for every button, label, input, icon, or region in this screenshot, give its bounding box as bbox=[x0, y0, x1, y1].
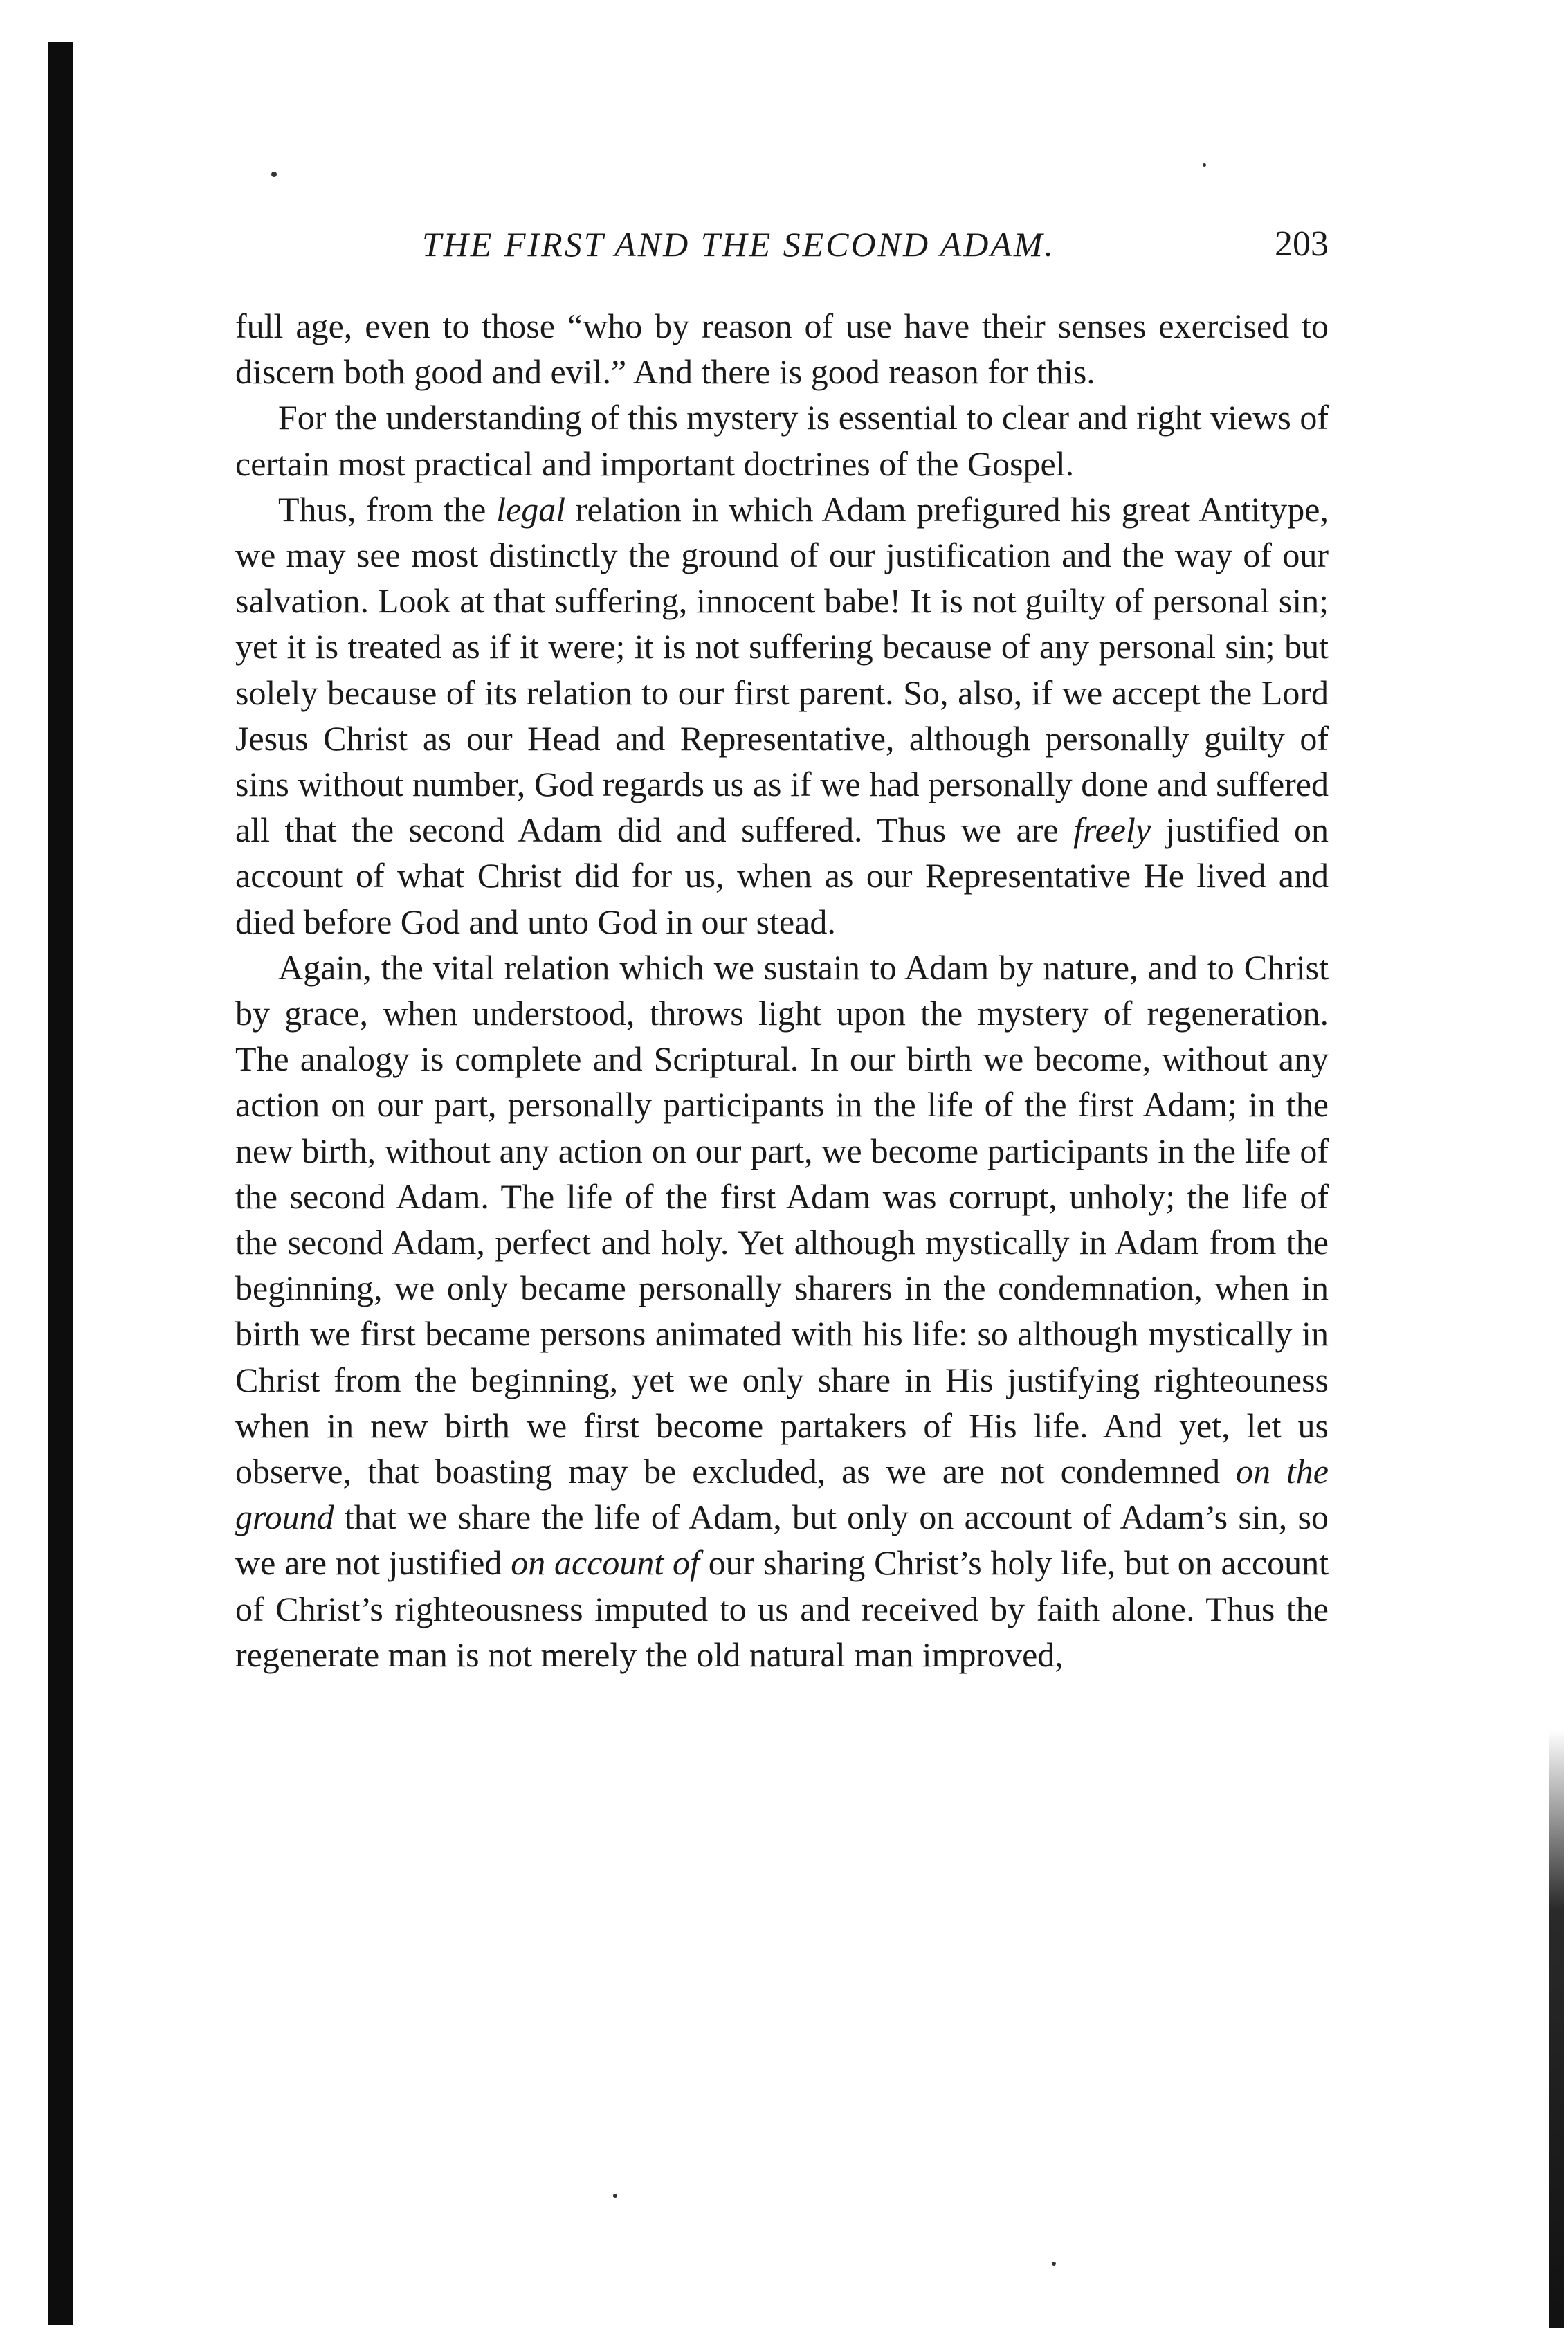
scan-speck bbox=[1203, 163, 1206, 167]
scan-page-edge-shadow bbox=[1549, 1730, 1564, 2328]
paragraph-text: our sharing Christ’s holy life, but on account of Christ’s righteousness imputed to us and received by faith alone. Thus the regenerate man is not merely the old natural man improved, bbox=[235, 1543, 1329, 1674]
italic-term: on the ground bbox=[235, 1452, 1329, 1537]
running-title: THE FIRST AND THE SECOND ADAM. bbox=[422, 225, 1056, 264]
paragraph-2 bbox=[235, 394, 1329, 486]
paragraph-1 bbox=[235, 303, 1329, 394]
paragraph-text: that we share the life of Adam, but only on account of Adam’s sin, so we are not justified bbox=[235, 1498, 1329, 1583]
body-text bbox=[235, 303, 1329, 1677]
scan-speck bbox=[1052, 2262, 1056, 2266]
paragraph-text: Thus, from the bbox=[278, 489, 497, 529]
paragraph-text: Again, the vital relation which we sustain to Adam by nature, and to Christ by grace, when understood, throws light upon the mystery of regeneration. The analogy is complete and Scriptural. In our birth we become, without any action on our part, personally participants in the life of the first Adam; in the new birth, without any action on our part, we become participants in the life of the second Adam. The life of the first Adam was corrupt, unholy; the life of the second Adam, perfect and holy. Yet although mystically in Adam from the beginning, we only became personally sharers in the condemnation, when in birth we first became persons animated with his life: so although mystically in Christ from the beginning, yet we only share in His justifying righteouness when in new birth we first become partakers of His life. And yet, let us observe, that boasting may be excluded, as we are not condemned bbox=[235, 947, 1329, 1491]
paragraph-text: full age, even to those “who by reason of use have their senses exercised to discern both good and evil.” And there is good reason for this. bbox=[235, 307, 1329, 392]
scan-binding-edge bbox=[48, 42, 73, 2325]
paragraph-4 bbox=[235, 945, 1329, 1677]
page-number: 203 bbox=[1275, 224, 1329, 264]
italic-term: on account of bbox=[511, 1543, 700, 1583]
italic-term: legal bbox=[496, 489, 566, 529]
paragraph-text: For the understanding of this mystery is essential to clear and right views of certain most practical and important doctrines of the Gospel. bbox=[235, 398, 1329, 483]
paragraph-text: relation in which Adam prefigured his great Antitype, we may see most distinctly the ground of our justification and the way of our salvation. Look at that suffering, innocent babe! It is not guilty of personal sin; yet it is treated as if it were; it is not suffering because of any personal sin; but solely because of its relation to our first parent. So, also, if we accept the Lord Jesus Christ as our Head and Representative, although personally guilty of sins without number, God regards us as if we had personally done and suffered all that the second Adam did and suffered. Thus we are bbox=[235, 489, 1329, 850]
scan-speck bbox=[271, 172, 277, 177]
paragraph-text: justified on account of what Christ did for us, when as our Representative He lived and died before God and unto God in our stead. bbox=[235, 810, 1329, 941]
italic-term: freely bbox=[1073, 810, 1151, 850]
running-head bbox=[235, 220, 1329, 269]
scan-speck bbox=[613, 2194, 617, 2198]
paragraph-3 bbox=[235, 486, 1329, 945]
